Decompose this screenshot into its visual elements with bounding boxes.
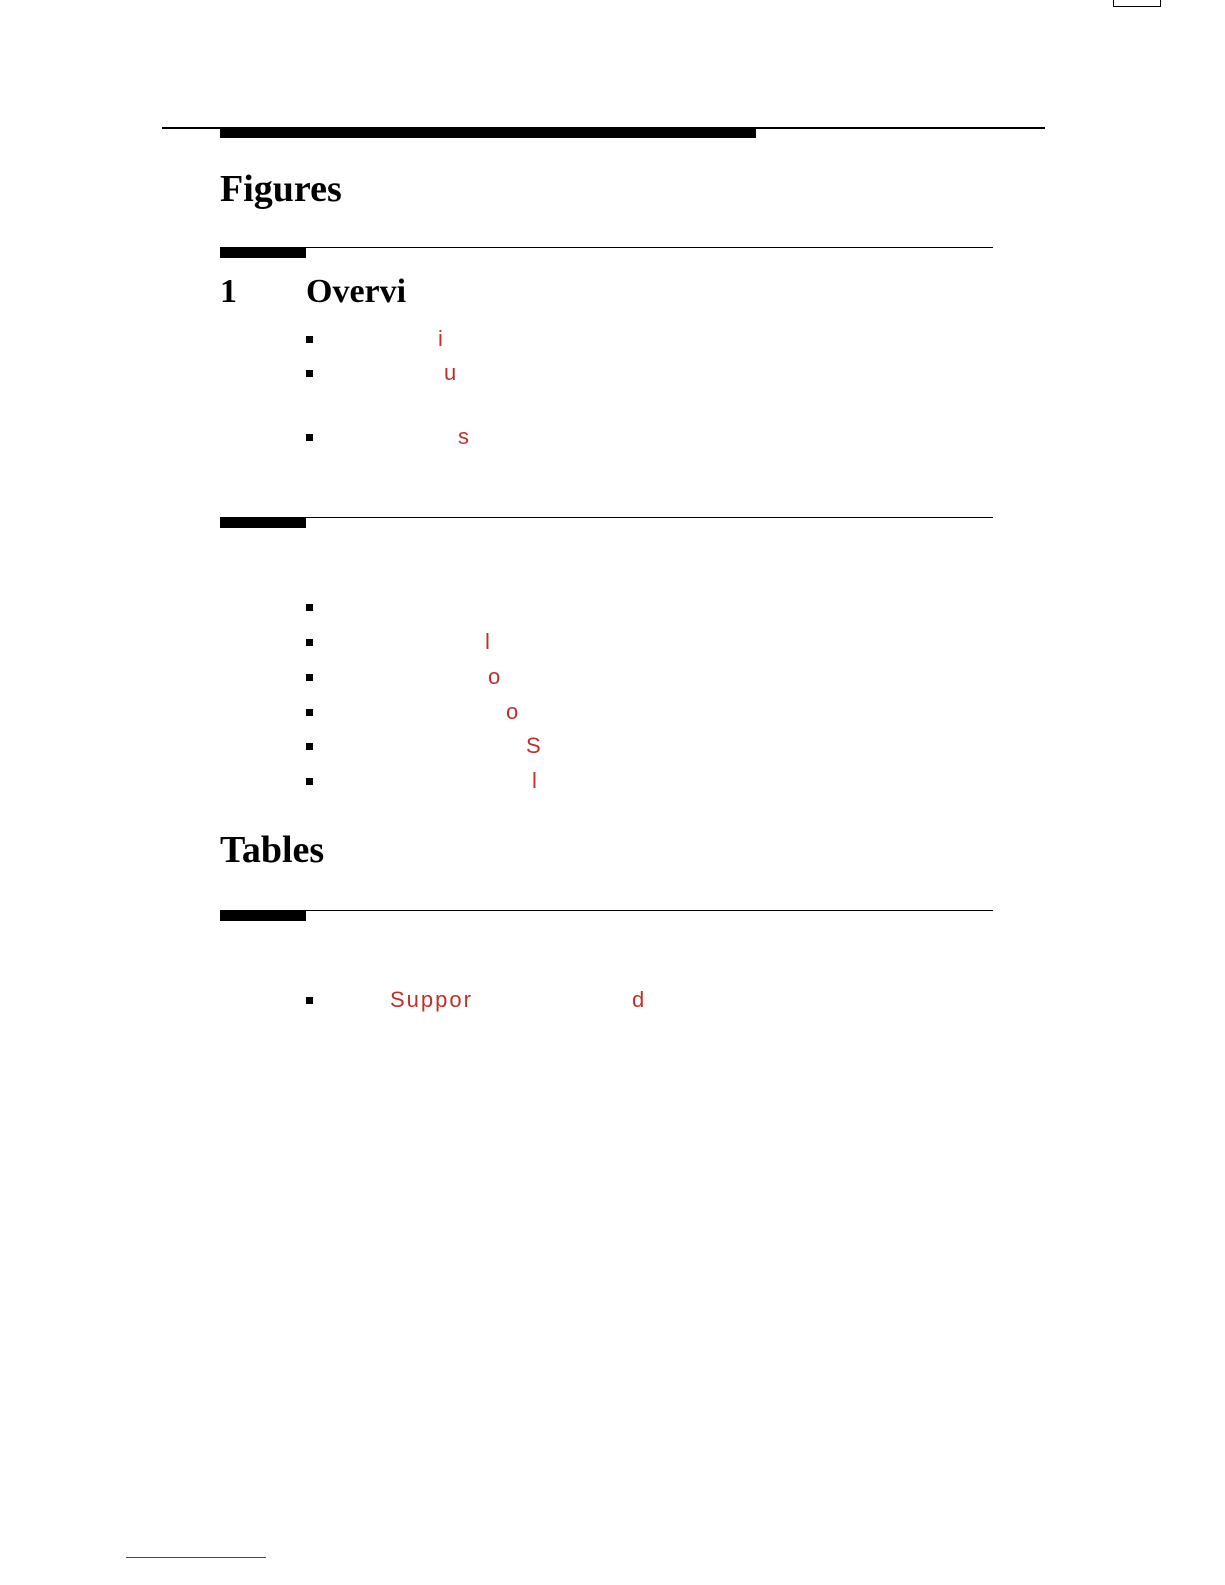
chapter-number: 1 xyxy=(220,273,237,310)
list-bullet xyxy=(306,434,313,441)
list-bullet xyxy=(306,639,313,646)
figures-heading: Figures xyxy=(220,168,342,210)
figure-link[interactable]: u xyxy=(444,360,459,385)
table-link[interactable]: Suppor xyxy=(390,987,473,1012)
figure-link[interactable]: o xyxy=(488,664,503,689)
chapter-rule-tab xyxy=(220,248,306,258)
chapter-title[interactable]: Overvi xyxy=(306,273,407,310)
tables-heading: Tables xyxy=(220,829,325,871)
list-bullet xyxy=(306,997,313,1004)
tables-rule-tab xyxy=(220,911,306,921)
figure-link[interactable]: l xyxy=(485,629,492,654)
list-bullet xyxy=(306,709,313,716)
list-bullet xyxy=(306,336,313,343)
figure-link[interactable]: s xyxy=(458,424,471,449)
list-bullet xyxy=(306,604,313,611)
figure-link[interactable]: i xyxy=(438,326,445,351)
figure-link[interactable]: S xyxy=(526,733,543,758)
list-bullet xyxy=(306,674,313,681)
list-bullet xyxy=(306,743,313,750)
section-rule-tab xyxy=(220,518,306,528)
figure-link[interactable]: o xyxy=(506,699,521,724)
table-link[interactable]: d xyxy=(632,987,647,1012)
page-corner-box xyxy=(1113,0,1161,7)
top-rule-thick xyxy=(220,128,756,138)
chapter-rule-thin xyxy=(220,247,993,248)
figure-link[interactable]: l xyxy=(532,768,539,793)
list-bullet xyxy=(306,778,313,785)
list-bullet xyxy=(306,370,313,377)
tables-rule-thin xyxy=(220,910,993,911)
footer-link[interactable] xyxy=(126,1557,266,1558)
section-rule-thin xyxy=(220,517,993,518)
